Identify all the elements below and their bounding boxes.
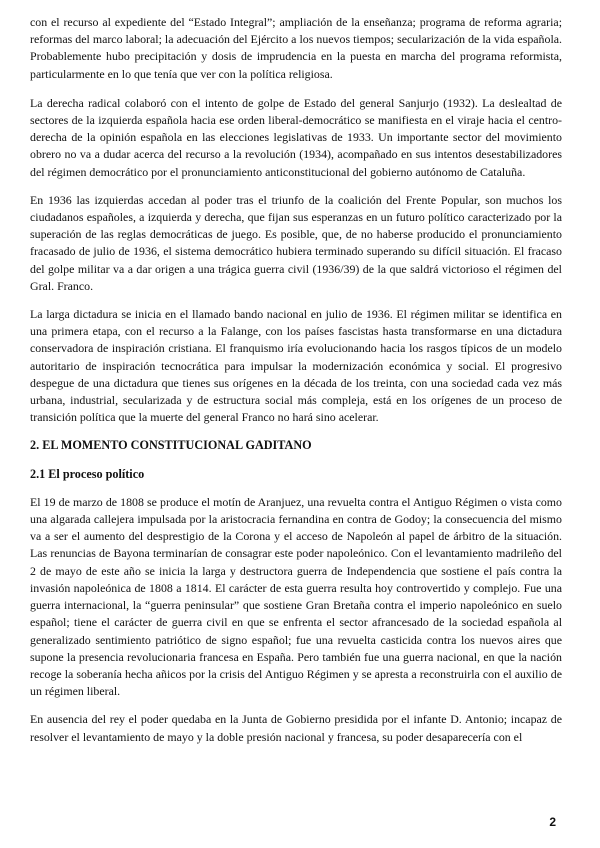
paragraph-right-radical: La derecha radical colaboró con el intento de golpe de Estado del general Sanjurjo (1932). La deslealtad de sectores de la izquierda española hacia ese orden liberal-democrático se manifiesta en el viraje hacia el centro-derecha de la opinión española en las elecciones legislativas de 1933. Un importante sector del movimiento obrero no va a dudar acerca del recurso a la revolución (1934), acompañado en sus intentos desestabilizadores del régimen democrático por el pronunciamiento anticonstitucional del gobierno autónomo de Cataluña. xyxy=(30,95,562,179)
paragraph-junta-gobierno: En ausencia del rey el poder quedaba en la Junta de Gobierno presidida por el infante D. Antonio; incapaz de resolver el levantamiento de mayo y la doble presión nacional y francesa, su poder desaparecería con el xyxy=(30,712,562,744)
paragraph-republic-reforms: con el recurso al expediente del “Estado Integral”; ampliación de la enseñanza; programa de reforma agraria; reformas del marco laboral; la adecuación del Ejército a los nuevos tiempos; secularización de la vida española. Probablemente hubo precipitación y dosis de imprudencia en la puesta en marcha del programa reformista, particularmente en lo que tenía que ver con la política religiosa. xyxy=(30,15,562,81)
document-page xyxy=(30,14,562,757)
subsection-heading: 2.1 El proceso político xyxy=(30,466,145,481)
paragraph-aranjuez: El 19 de marzo de 1808 se produce el motín de Aranjuez, una revuelta contra el Antiguo Régimen o vista como una algarada callejera impulsada por la aristocracia fernandina en contra de Godoy; la consecuencia del mismo va a ser el aumento del desprestigio de la Corona y el acceso de Napoleón al papel de árbitro de la situación. Las renuncias de Bayona terminarían de consagrar este poder napoleónico. Con el levantamiento madrileño del 2 de mayo de este año se inicia la larga y destructora guerra de Independencia que sostiene el país contra la invasión napoleónica de 1808 a 1814. El carácter de esta guerra resulta hoy controvertido y complejo. Fue una guerra internacional, la “guerra peninsular” que sostiene Gran Bretaña contra el imperio napoleónico en suelo español; tiene el carácter de guerra civil en que se enfrenta el sector afrancesado de la sociedad española al generalizado sentimiento patriótico de signo español; fue una revuelta casticida contra los nuevos aires que supone la presencia revolucionaria francesa en España. Pero también fue una guerra nacional, en que la nación recoge la soberanía hecha añicos por la crisis del Antiguo Régimen y se apresta a reconstruirla con el auxilio de un régimen liberal. xyxy=(30,494,562,699)
paragraph-popular-front: En 1936 las izquierdas accedan al poder tras el triunfo de la coalición del Frente Popular, son muchos los ciudadanos españoles, a izquierda y derecha, que fijan sus esperanzas en un futuro político caracterizado por la superación de las reglas democráticas de juego. Es posible, que, de no haberse producido el pronunciamiento fracasado de julio de 1936, el sistema democrático hubiera terminado superando su difícil situación. El fracaso del golpe militar va a dar origen a una trágica guerra civil (1936/39) de la que saldrá victorioso el régimen del Gral. Franco. xyxy=(30,192,562,293)
section-heading: 2. EL MOMENTO CONSTITUCIONAL GADITANO xyxy=(30,438,312,453)
paragraph-dictatorship: La larga dictadura se inicia en el llamado bando nacional en julio de 1936. El régimen militar se identifica en una primera etapa, con el recurso a la Falange, con los países fascistas hasta transformarse en una dictadura conservadora de inspiración cristiana. El franquismo iría evolucionando hacia los rasgos típicos de un modelo autoritario de inspiración tecnocrática para impulsar la modernización económica y social. El progresivo despegue de una dictadura que tienes sus orígenes en la década de los treinta, con una sociedad cada vez más urbana, industrial, secularizada y de estructura social más compleja, está en los orígenes de un proceso de transición política que la muerte del general Franco no hará sino acelerar. xyxy=(30,307,562,425)
page-number: 2 xyxy=(549,815,556,829)
